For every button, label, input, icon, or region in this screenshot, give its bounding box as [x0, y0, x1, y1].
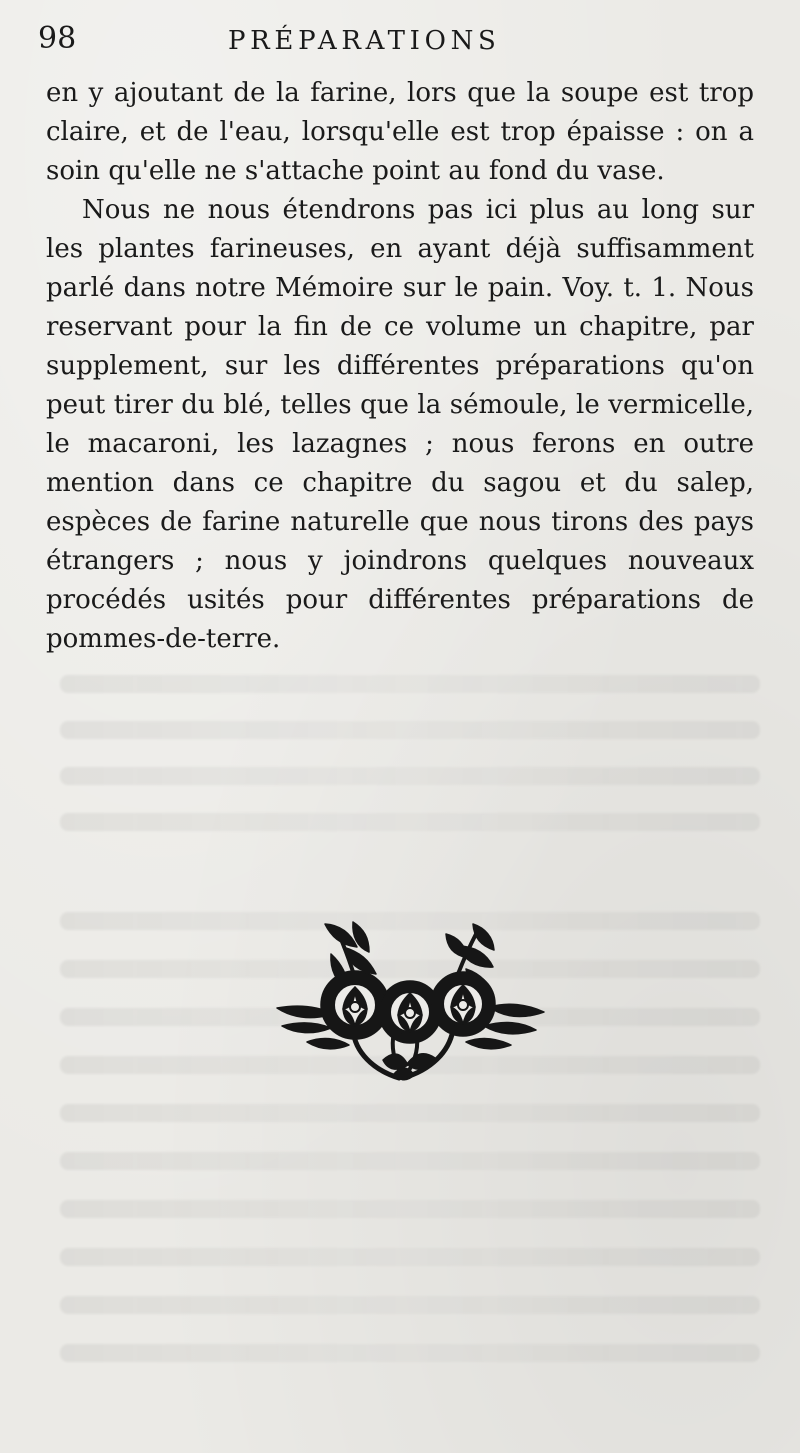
- running-head: PRÉPARATIONS: [228, 26, 501, 56]
- show-through-line: [60, 1344, 760, 1362]
- show-through-line: [60, 767, 760, 785]
- show-through-line: [60, 1248, 760, 1266]
- page-header: [38, 21, 760, 70]
- floral-vignette-icon: [265, 912, 555, 1092]
- show-through-line: [60, 1200, 760, 1218]
- show-through-line: [60, 1104, 760, 1122]
- show-through-line: [60, 813, 760, 831]
- show-through-line: [60, 721, 760, 739]
- show-through-line: [60, 675, 760, 693]
- show-through-line: [60, 1296, 760, 1314]
- paragraph-continuation: en y ajoutant de la farine, lors que la soupe est trop claire, et de l'eau, lorsqu'elle est trop épaisse : on a soin qu'elle ne s'attache point au fond du vase.: [46, 78, 754, 186]
- body-text: [46, 74, 754, 659]
- show-through-line: [60, 1152, 760, 1170]
- page-number: 98: [38, 21, 77, 56]
- paragraph-main: Nous ne nous étendrons pas ici plus au long sur les plantes farineuses, en ayant déjà suffisamment parlé dans notre Mémoire sur le pain. Voy. t. 1. Nous reservant pour la fin de ce volume un chapitre, par supplement, sur les différentes préparations qu'on peut tirer du blé, telles que la sémoule, le vermicelle, le macaroni, les lazagnes ; nous ferons en outre mention dans ce chapitre du sagou et du salep, espèces de farine naturelle que nous tirons des pays étrangers ; nous y joindrons quelques nouveaux procédés usités pour différentes préparations de pommes-de-terre.: [46, 195, 754, 654]
